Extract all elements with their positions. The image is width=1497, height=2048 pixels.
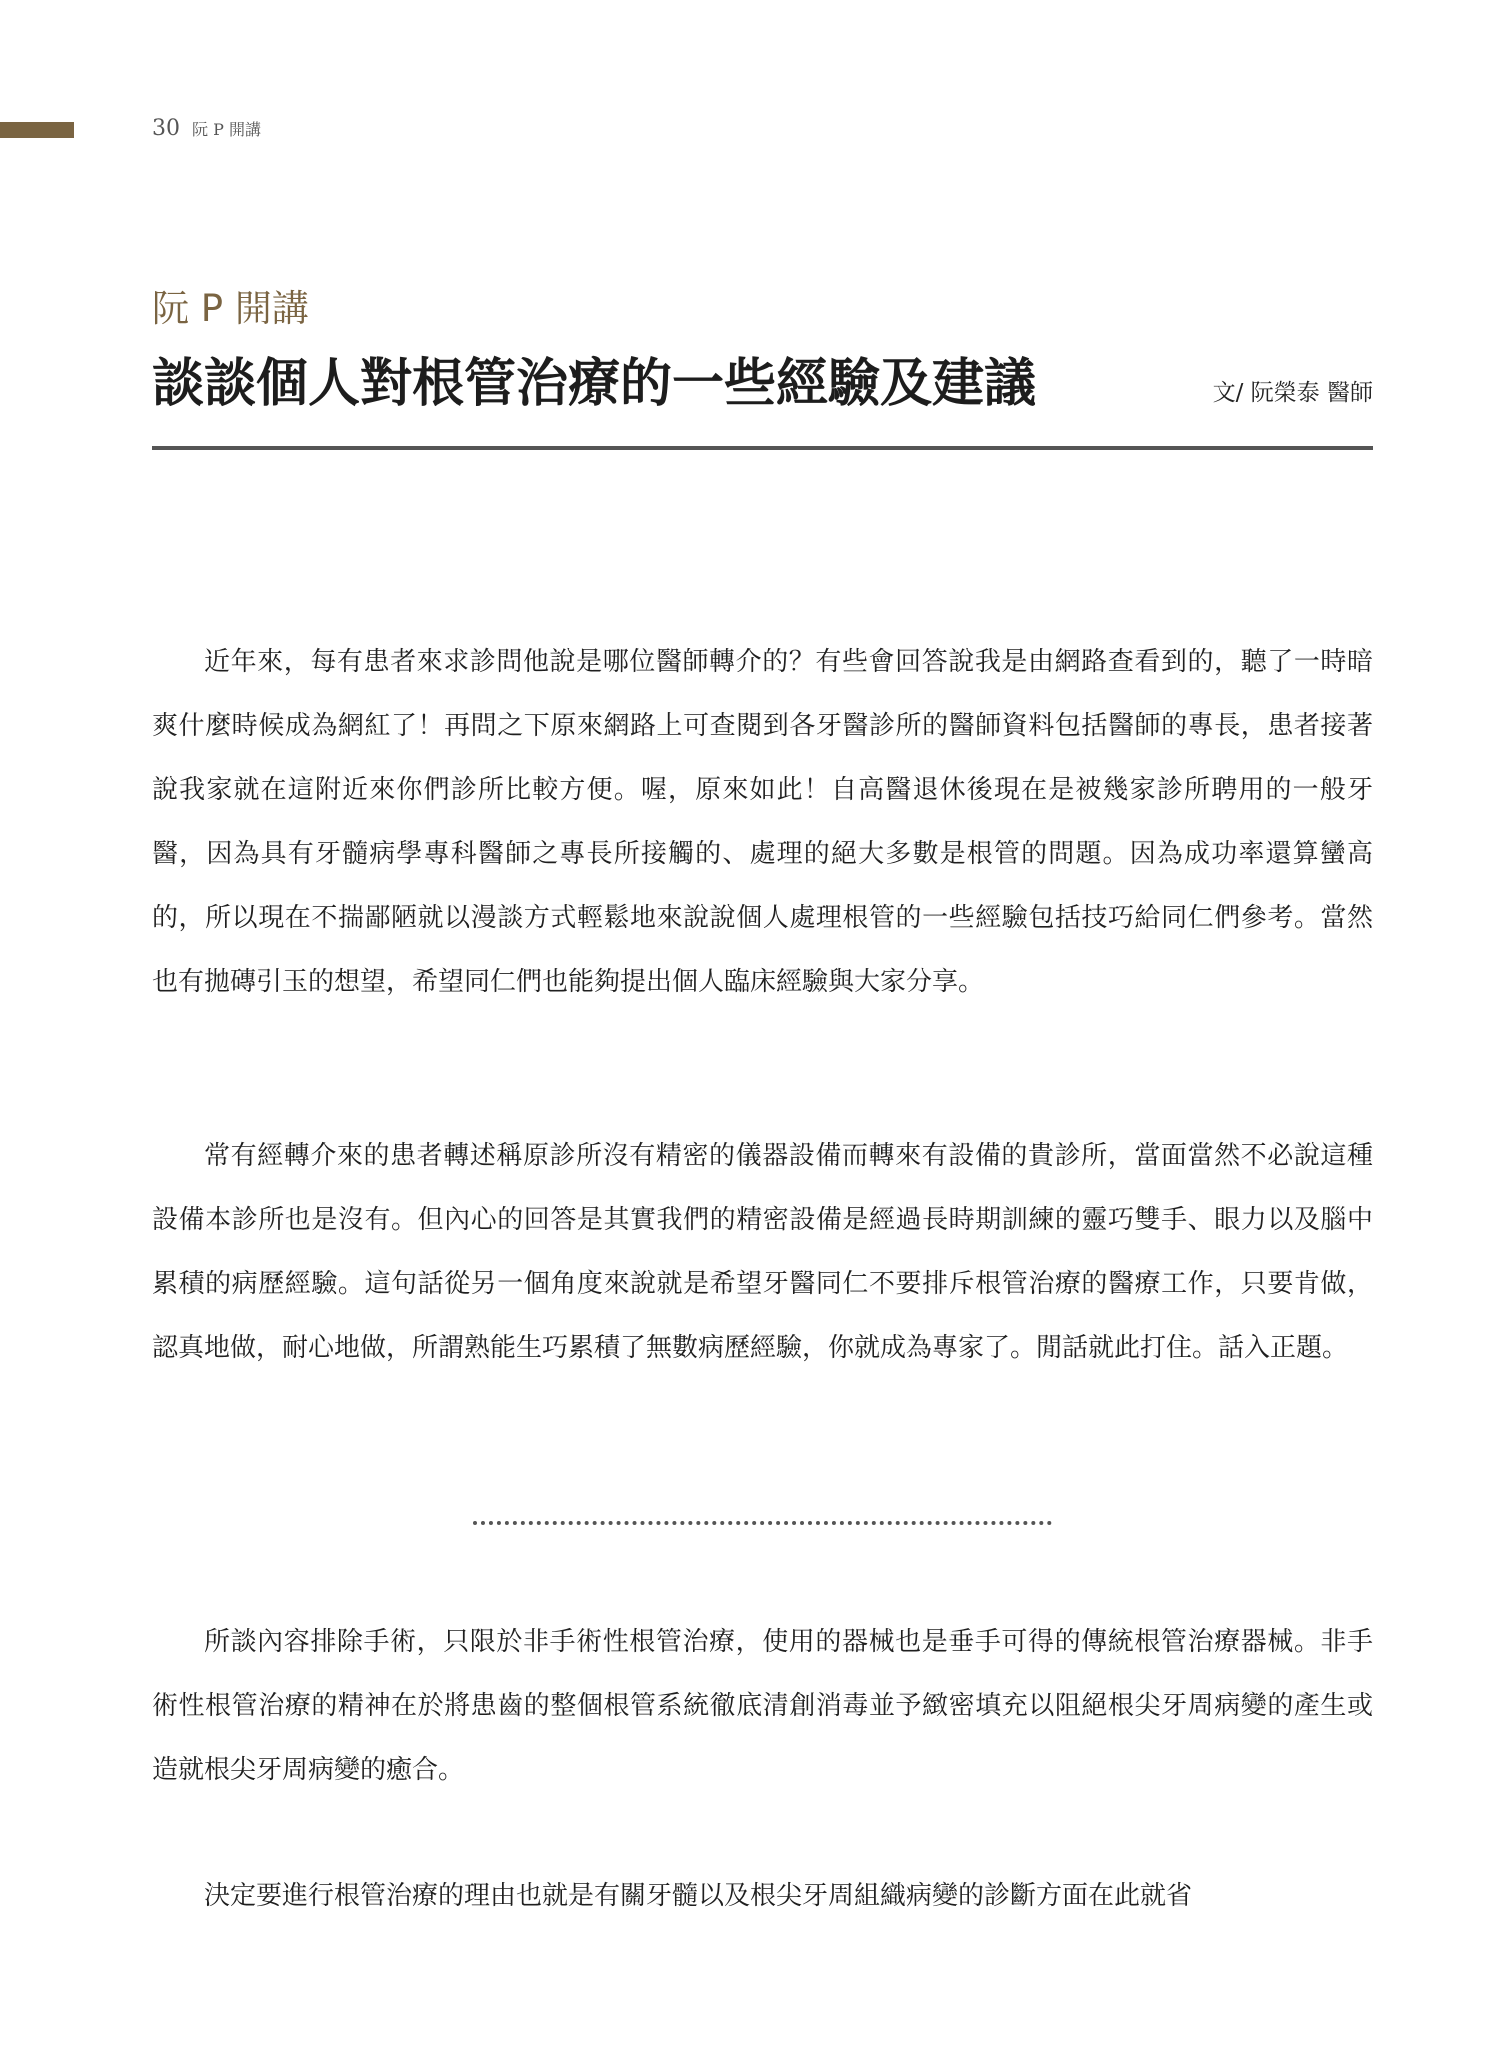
- running-section-title: 阮 P 開講: [192, 120, 261, 139]
- section-separator: [473, 1521, 1052, 1525]
- body-paragraph-2: 常有經轉介來的患者轉述稱原診所沒有精密的儀器設備而轉來有設備的貴診所，當面當然不必說這種設備本診所也是沒有。但內心的回答是其實我們的精密設備是經過長時期訓練的靈巧雙手、眼力以及腦中累積的病歷經驗。這句話從另一個角度來說就是希望牙醫同仁不要排斥根管治療的醫療工作，只要肯做，認真地做，耐心地做，所謂熟能生巧累積了無數病歷經驗，你就成為專家了。閒話就此打住。話入正題。: [152, 1141, 1373, 1363]
- page-color-bar: [0, 122, 74, 138]
- body-paragraph-3: 所談內容排除手術，只限於非手術性根管治療，使用的器械也是垂手可得的傳統根管治療器械。非手術性根管治療的精神在於將患齒的整個根管系統徹底清創消毒並予緻密填充以阻絕根尖牙周病變的產生或造就根尖牙周病變的癒合。: [152, 1627, 1373, 1785]
- body-paragraph-4: 決定要進行根管治療的理由也就是有關牙髓以及根尖牙周組織病變的診斷方面在此就省: [204, 1881, 1193, 1911]
- page-number: 30: [152, 116, 180, 141]
- author-byline: 文/ 阮榮泰 醫師: [1212, 380, 1373, 406]
- body-paragraph-1: 近年來，每有患者來求診問他說是哪位醫師轉介的？有些會回答說我是由網路查看到的，聽了一時暗爽什麼時候成為網紅了！再問之下原來網路上可查閱到各牙醫診所的醫師資料包括醫師的專長，患者接著說我家就在這附近來你們診所比較方便。喔，原來如此！自高醫退休後現在是被幾家診所聘用的一般牙醫，因為具有牙髓病學專科醫師之專長所接觸的、處理的絕大多數是根管的問題。因為成功率還算蠻高的，所以現在不揣鄙陋就以漫談方式輕鬆地來說說個人處理根管的一些經驗包括技巧給同仁們參考。當然也有拋磚引玉的想望，希望同仁們也能夠提出個人臨床經驗與大家分享。: [152, 647, 1373, 997]
- column-label: 阮 P 開講: [152, 287, 309, 330]
- article-title: 談談個人對根管治療的一些經驗及建議: [152, 354, 1037, 414]
- title-divider: [152, 446, 1373, 450]
- running-header: [152, 118, 261, 140]
